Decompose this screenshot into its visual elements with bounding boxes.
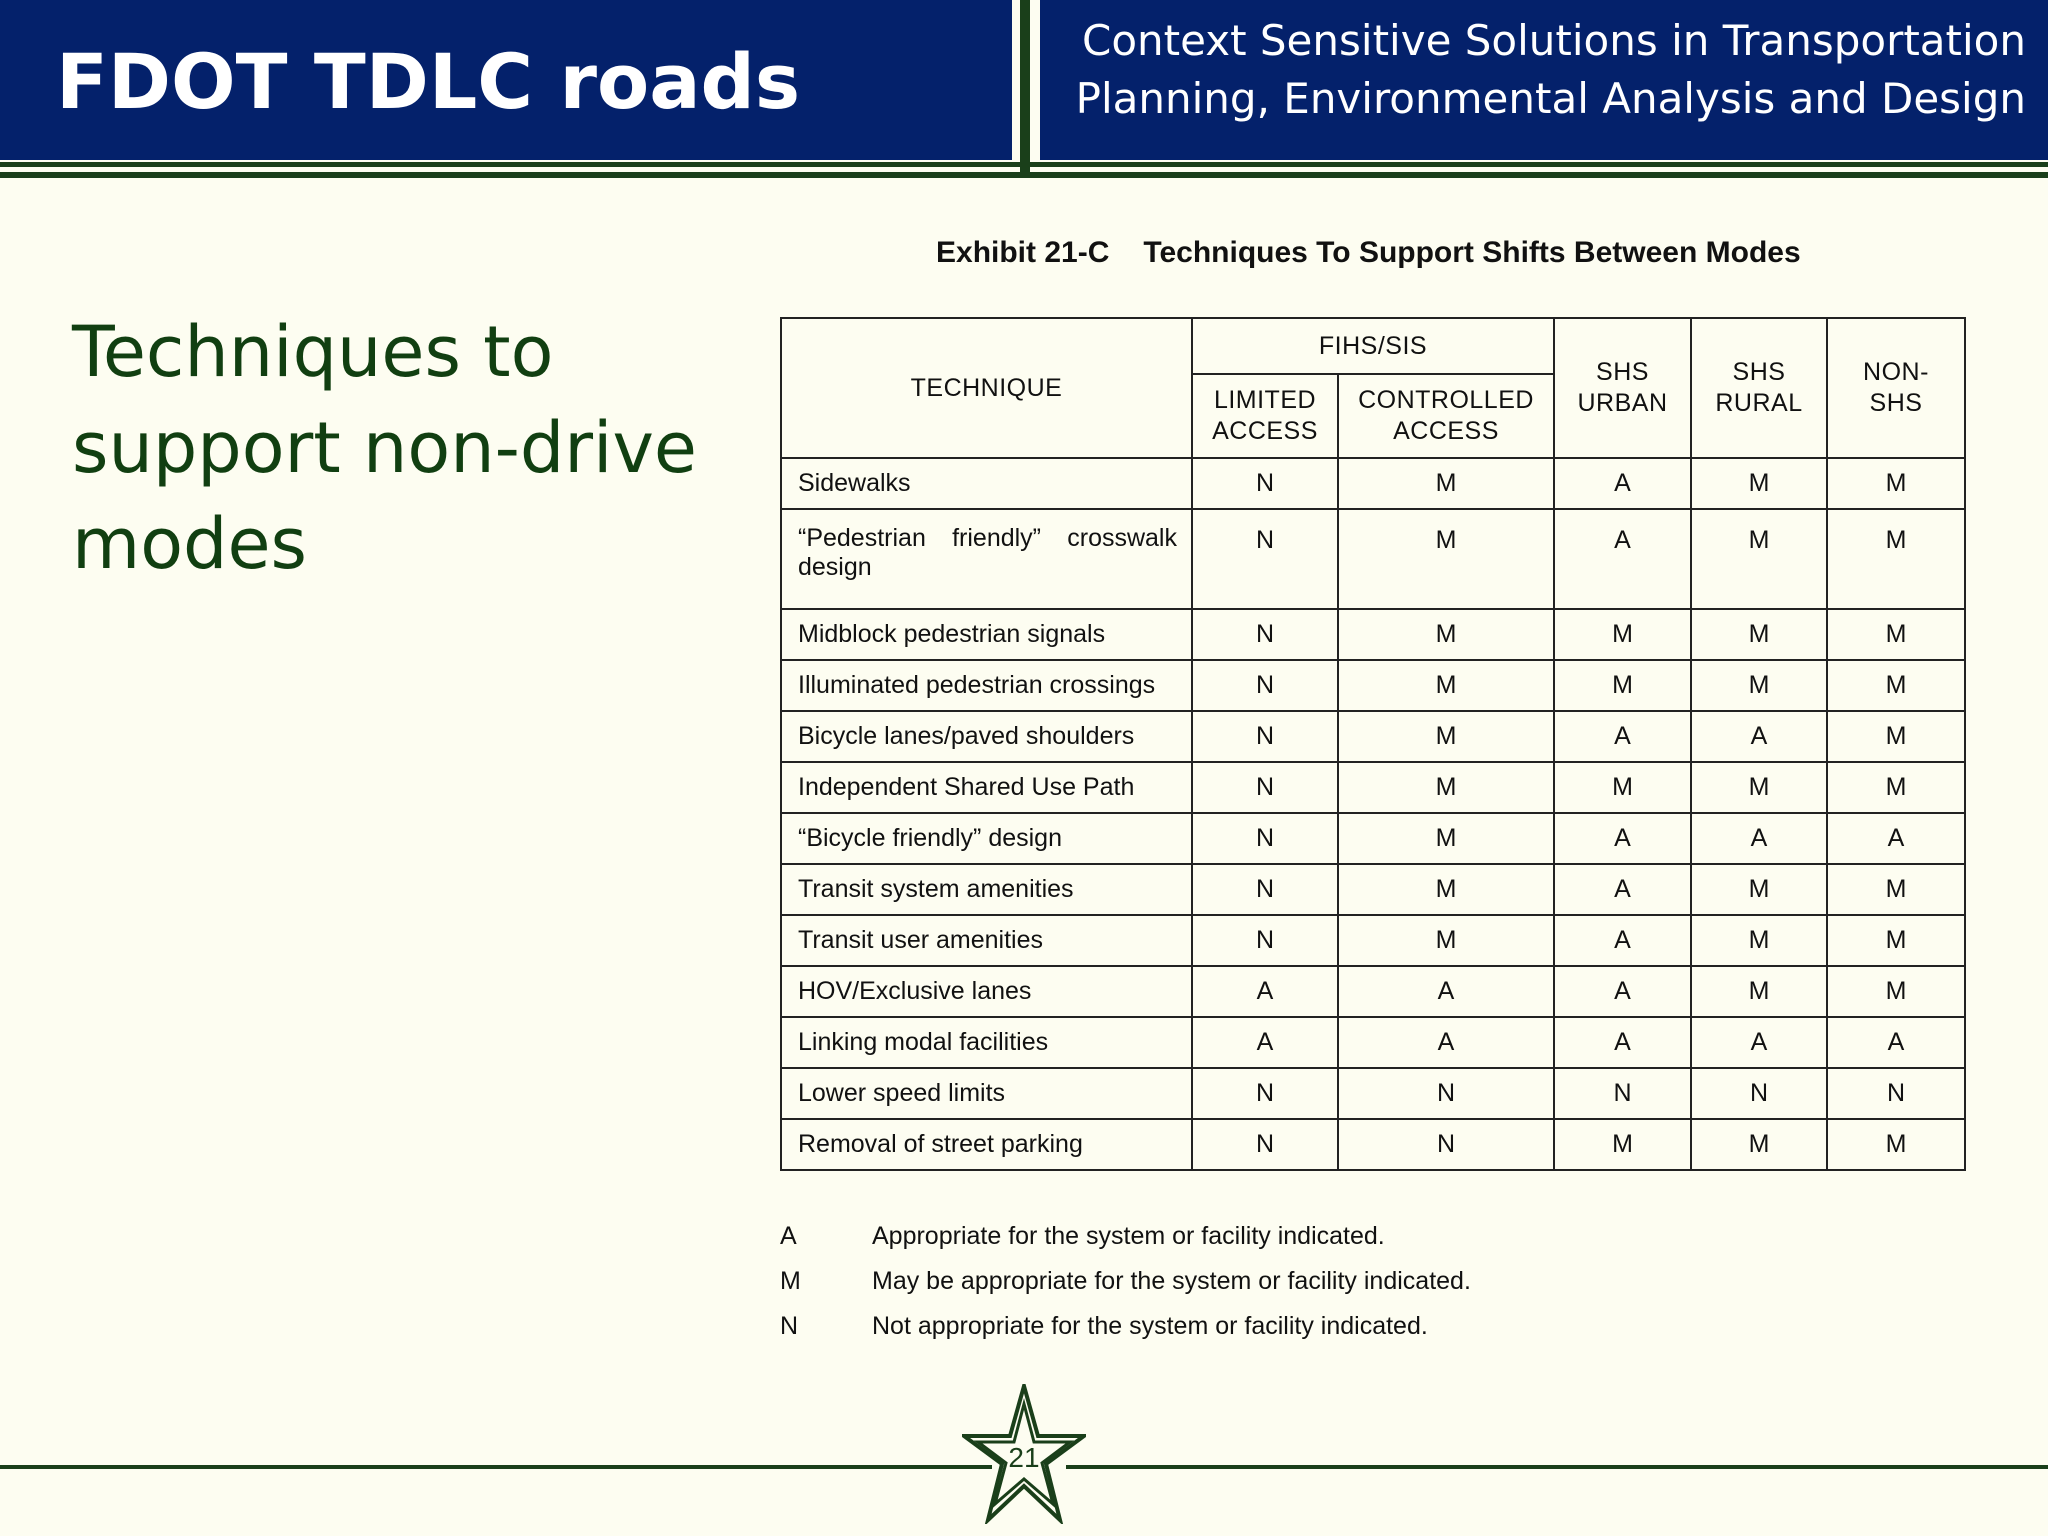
column-header-shs-urban [1554,318,1691,458]
rating-cell: N [1192,762,1338,813]
header-line: LIMITED [1213,386,1317,414]
rating-cell: M [1338,813,1554,864]
rating-cell: M [1338,711,1554,762]
rating-cell: A [1192,966,1338,1017]
table-row [781,1068,1965,1119]
rating-cell: M [1338,864,1554,915]
rating-cell: N [1192,864,1338,915]
table-row [781,609,1965,660]
slide-title: FDOT TDLC roads [56,37,801,126]
header-line: SHS [1732,358,1786,386]
exhibit-title: Techniques To Support Shifts Between Modes [1143,236,1801,269]
technique-cell: Midblock pedestrian signals [781,609,1192,660]
rating-cell: M [1691,915,1827,966]
table-row [781,915,1965,966]
rating-cell: A [1338,1017,1554,1068]
header-line: SHS [1596,358,1649,386]
legend-code: M [780,1267,801,1295]
rating-cell: A [1691,711,1827,762]
rating-cell: M [1827,915,1965,966]
rating-cell: A [1554,864,1691,915]
slide-subtitle [1046,12,2026,128]
rating-cell: M [1691,509,1827,609]
table-row [781,1119,1965,1170]
header-line: CONTROLLED [1358,386,1534,414]
rating-cell: A [1554,813,1691,864]
rating-cell: N [1192,458,1338,509]
rating-cell: M [1338,915,1554,966]
rating-cell: N [1691,1068,1827,1119]
rating-cell: M [1827,762,1965,813]
rating-cell: N [1192,609,1338,660]
header-rule [0,162,2048,167]
technique-cell: Transit user amenities [781,915,1192,966]
column-header-limited-access [1192,374,1338,458]
rating-cell: A [1192,1017,1338,1068]
technique-cell: Lower speed limits [781,1068,1192,1119]
footer-rule [1066,1465,2048,1469]
rating-cell: N [1338,1068,1554,1119]
rating-cell: M [1827,609,1965,660]
technique-cell: Independent Shared Use Path [781,762,1192,813]
column-header-non-shs [1827,318,1965,458]
column-group-fihs-sis: FIHS/SIS [1192,318,1554,374]
rating-cell: A [1554,711,1691,762]
rating-cell: M [1827,711,1965,762]
rating-cell: N [1827,1068,1965,1119]
rating-cell: N [1192,1119,1338,1170]
header-line: SHS [1869,389,1923,417]
rating-cell: M [1554,609,1691,660]
rating-cell: M [1691,1119,1827,1170]
rating-cell: M [1554,660,1691,711]
rating-cell: M [1691,458,1827,509]
rating-cell: M [1827,660,1965,711]
technique-cell: Linking modal facilities [781,1017,1192,1068]
rating-cell: A [1691,813,1827,864]
table-row [781,711,1965,762]
footer-rule [0,1465,992,1469]
legend-text: Not appropriate for the system or facility indicated. [872,1312,1428,1340]
technique-cell: Bicycle lanes/paved shoulders [781,711,1192,762]
technique-cell: Transit system amenities [781,864,1192,915]
rating-cell: M [1691,609,1827,660]
rating-cell: M [1554,1119,1691,1170]
header-line: ACCESS [1212,417,1318,445]
subtitle-line: Planning, Environmental Analysis and Design [1075,74,2026,123]
table-header-row [781,318,1965,374]
rating-cell: M [1827,1119,1965,1170]
table-row [781,458,1965,509]
technique-cell: “Pedestrian friendly” crosswalk design [781,509,1192,609]
slide-number: 21 [1008,1442,1040,1473]
header-line: URBAN [1577,389,1668,417]
section-heading-line: Techniques to [72,311,554,393]
column-header-technique: TECHNIQUE [781,318,1192,458]
section-heading-line: modes [72,503,307,585]
legend-text: Appropriate for the system or facility indicated. [872,1222,1385,1250]
rating-cell: A [1554,966,1691,1017]
exhibit-caption [936,236,1801,270]
rating-cell: N [1192,813,1338,864]
header-divider [1020,0,1030,172]
rating-cell: M [1554,762,1691,813]
rating-cell: N [1192,1068,1338,1119]
rating-cell: A [1827,813,1965,864]
header-line: RURAL [1715,389,1803,417]
technique-cell: Illuminated pedestrian crossings [781,660,1192,711]
rating-cell: N [1192,660,1338,711]
legend-code: A [780,1222,797,1250]
rating-cell: M [1691,660,1827,711]
table-row [781,864,1965,915]
rating-cell: N [1554,1068,1691,1119]
header-rule [0,172,2048,178]
rating-cell: A [1338,966,1554,1017]
rating-cell: M [1338,509,1554,609]
column-header-controlled-access [1338,374,1554,458]
table-row [781,660,1965,711]
header-line: ACCESS [1393,417,1499,445]
rating-cell: M [1827,509,1965,609]
techniques-table [780,317,1966,1171]
subtitle-line: Context Sensitive Solutions in Transportation [1082,16,2026,65]
table-row [781,509,1965,609]
table-row [781,762,1965,813]
technique-cell: “Bicycle friendly” design [781,813,1192,864]
rating-cell: M [1827,864,1965,915]
rating-cell: A [1691,1017,1827,1068]
technique-cell: HOV/Exclusive lanes [781,966,1192,1017]
rating-cell: M [1338,762,1554,813]
technique-cell: Sidewalks [781,458,1192,509]
rating-cell: M [1827,458,1965,509]
exhibit-number: Exhibit 21-C [936,236,1110,269]
rating-cell: M [1691,864,1827,915]
legend-code: N [780,1312,799,1340]
section-heading-line: support non-drive [72,407,697,489]
rating-cell: A [1554,915,1691,966]
header-line: NON- [1863,358,1929,386]
rating-cell: N [1192,711,1338,762]
table-row [781,813,1965,864]
rating-cell: N [1192,915,1338,966]
rating-cell: M [1338,660,1554,711]
legend-text: May be appropriate for the system or facility indicated. [872,1267,1471,1295]
rating-cell: N [1338,1119,1554,1170]
table-row [781,1017,1965,1068]
table-row [781,966,1965,1017]
rating-cell: A [1827,1017,1965,1068]
rating-cell: M [1338,458,1554,509]
technique-cell: Removal of street parking [781,1119,1192,1170]
rating-cell: N [1192,509,1338,609]
rating-cell: A [1554,458,1691,509]
rating-cell: M [1338,609,1554,660]
rating-cell: A [1554,1017,1691,1068]
column-header-shs-rural [1691,318,1827,458]
rating-cell: M [1691,762,1827,813]
rating-cell: M [1827,966,1965,1017]
rating-cell: A [1554,509,1691,609]
section-heading [72,304,732,592]
rating-cell: M [1691,966,1827,1017]
